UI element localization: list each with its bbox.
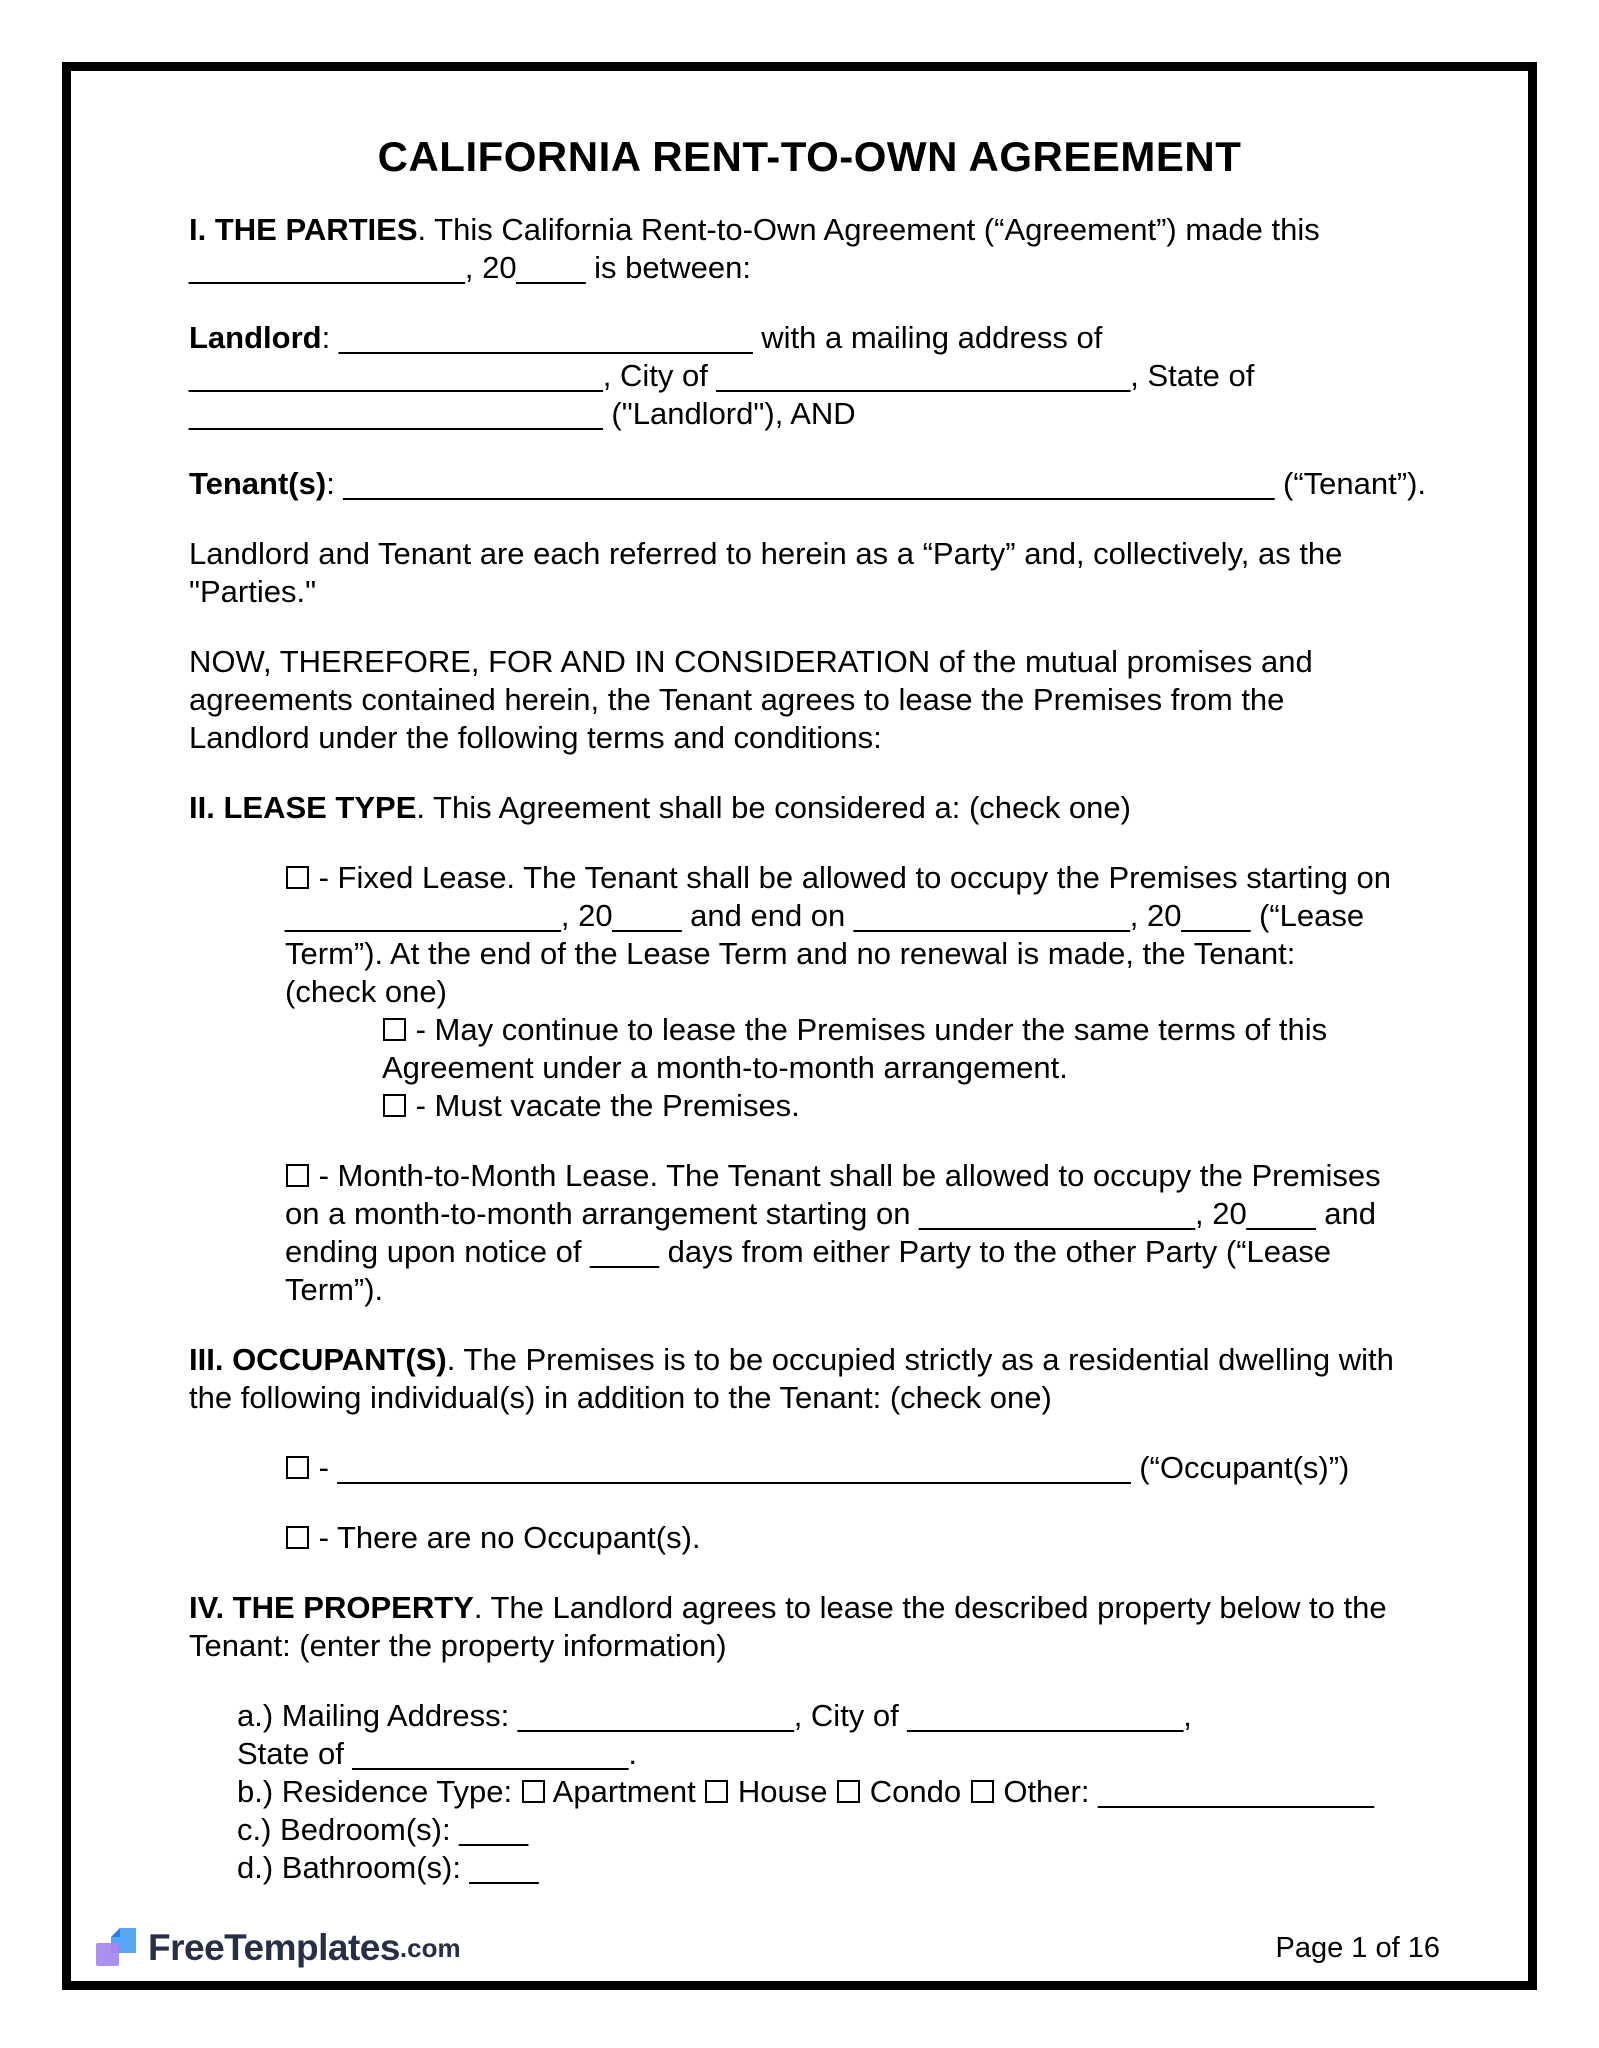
text-run: - There are no Occupant(s). <box>310 1520 701 1555</box>
month-to-month-option-line <box>285 1157 1458 1195</box>
checkbox-must-vacate[interactable] <box>383 1094 406 1117</box>
property-details <box>189 1697 1458 1887</box>
text-run: Landlord under the following terms and conditions: <box>189 720 882 755</box>
text-run: . This California Rent-to-Own Agreement (“Agreement”) made this <box>417 212 1320 247</box>
property-details-line <box>237 1735 1458 1773</box>
text-run: Term”). At the end of the Lease Term and no renewal is made, the Tenant: <box>285 936 1296 971</box>
landlord-clause-line <box>189 395 1458 433</box>
text-run: "Parties." <box>189 574 317 609</box>
property-details-line <box>237 1849 1458 1887</box>
checkbox-apartment[interactable] <box>522 1780 545 1803</box>
text-run: - Fixed Lease. The Tenant shall be allowed to occupy the Premises starting on <box>310 860 1392 895</box>
parties-reference-line <box>189 573 1458 611</box>
section-2-heading: II. LEASE TYPE <box>189 790 417 825</box>
checkbox-condo[interactable] <box>837 1780 860 1803</box>
document-body <box>189 211 1458 1887</box>
parties-reference <box>189 535 1458 611</box>
text-run: NOW, THEREFORE, FOR AND IN CONSIDERATION of the mutual promises and <box>189 644 1313 679</box>
text-run: ending upon notice of ____ days from either Party to the other Party (“Lease <box>285 1234 1332 1269</box>
no-occupants-option <box>189 1519 1458 1557</box>
text-run: ________________, 20____ and end on ________________, 20____ (“Lease <box>285 898 1365 933</box>
section-3-occupants-line <box>189 1341 1458 1379</box>
month-to-month-option-line <box>285 1271 1458 1309</box>
month-to-month-option-line <box>285 1195 1458 1233</box>
text-run: Apartment <box>545 1774 705 1809</box>
text-run: ________________________ ("Landlord"), AND <box>189 396 856 431</box>
document-page <box>62 62 1537 1990</box>
section-4-property-line <box>189 1627 1458 1665</box>
consideration-clause-line <box>189 643 1458 681</box>
text-run: agreements contained herein, the Tenant agrees to lease the Premises from the <box>189 682 1285 717</box>
text-run: - Month-to-Month Lease. The Tenant shall be allowed to occupy the Premises <box>310 1158 1381 1193</box>
parties-reference-line <box>189 535 1458 573</box>
freetemplates-logo <box>93 1927 461 1969</box>
text-run: - Must vacate the Premises. <box>407 1088 800 1123</box>
checkbox-other[interactable] <box>971 1780 994 1803</box>
section-1-parties-line <box>189 249 1458 287</box>
text-run: . The Landlord agrees to lease the described property below to the <box>473 1590 1387 1625</box>
checkbox-month-to-month[interactable] <box>286 1164 309 1187</box>
landlord-clause-line <box>189 357 1458 395</box>
tenant-clause-line <box>189 465 1458 503</box>
checkbox-house[interactable] <box>705 1780 728 1803</box>
fixed-lease-sub-options-line <box>382 1049 1458 1087</box>
text-run: - May continue to lease the Premises under the same terms of this <box>407 1012 1328 1047</box>
fixed-lease-sub-options-line <box>382 1087 1458 1125</box>
text-run: c.) Bedroom(s): ____ <box>237 1812 529 1847</box>
text-run: Condo <box>861 1774 970 1809</box>
page-footer <box>93 1919 1440 1977</box>
checkbox-no-occupants[interactable] <box>286 1526 309 1549</box>
text-run: a.) Mailing Address: ________________, City of ________________, <box>237 1698 1192 1733</box>
month-to-month-option-line <box>285 1233 1458 1271</box>
text-run: . This Agreement shall be considered a: (check one) <box>416 790 1131 825</box>
landlord-label: Landlord <box>189 320 322 355</box>
checkbox-may-continue[interactable] <box>383 1018 406 1041</box>
text-run: Agreement under a month-to-month arrangement. <box>382 1050 1068 1085</box>
text-run: State of ________________. <box>237 1736 637 1771</box>
property-details-line <box>237 1773 1458 1811</box>
consideration-clause-line <box>189 719 1458 757</box>
fixed-lease-option-line <box>285 897 1458 935</box>
section-4-property <box>189 1589 1458 1665</box>
section-4-property-line <box>189 1589 1458 1627</box>
occupants-named-option <box>189 1449 1458 1487</box>
text-run: on a month-to-month arrangement starting on ________________, 20____ and <box>285 1196 1376 1231</box>
landlord-clause-line <box>189 319 1458 357</box>
text-run: b.) Residence Type: <box>237 1774 521 1809</box>
section-3-occupants-line <box>189 1379 1458 1417</box>
checkbox-fixed-lease[interactable] <box>286 866 309 889</box>
fixed-lease-option <box>189 859 1458 1011</box>
fixed-lease-sub-options-line <box>382 1011 1458 1049</box>
no-occupants-option-line <box>285 1519 1458 1557</box>
section-2-lease-type <box>189 789 1458 827</box>
consideration-clause-line <box>189 681 1458 719</box>
text-run: : ______________________________________________________ (“Tenant”). <box>326 466 1427 501</box>
section-3-heading: III. OCCUPANT(S) <box>189 1342 447 1377</box>
fixed-lease-option-line <box>285 973 1458 1011</box>
text-run: House <box>729 1774 837 1809</box>
text-run: ________________________, City of ________________________, State of <box>189 358 1255 393</box>
consideration-clause <box>189 643 1458 757</box>
text-run: Other: ________________ <box>994 1774 1374 1809</box>
document-title: CALIFORNIA RENT-TO-OWN AGREEMENT <box>377 133 1242 180</box>
fixed-lease-sub-options <box>189 1011 1458 1125</box>
document-content <box>71 71 1528 1887</box>
fixed-lease-option-line <box>285 859 1458 897</box>
text-run: the following individual(s) in addition to the Tenant: (check one) <box>189 1380 1052 1415</box>
landlord-clause <box>189 319 1458 433</box>
section-1-parties-line <box>189 211 1458 249</box>
section-1-parties <box>189 211 1458 287</box>
text-run: (check one) <box>285 974 447 1009</box>
occupants-named-option-line <box>285 1449 1458 1487</box>
fixed-lease-option-line <box>285 935 1458 973</box>
section-1-heading: I. THE PARTIES <box>189 212 418 247</box>
page-indicator: Page 1 of 16 <box>1275 1931 1440 1964</box>
text-run: Tenant: (enter the property information) <box>189 1628 727 1663</box>
text-run: . The Premises is to be occupied strictly as a residential dwelling with <box>446 1342 1394 1377</box>
tenant-label: Tenant(s) <box>189 466 327 501</box>
brand-name: FreeTemplates <box>148 1927 400 1968</box>
freetemplates-logo-icon <box>93 1927 139 1969</box>
text-run: Landlord and Tenant are each referred to herein as a “Party” and, collectively, as the <box>189 536 1343 571</box>
month-to-month-option <box>189 1157 1458 1309</box>
section-2-lease-type-line <box>189 789 1458 827</box>
text-run: Term”). <box>285 1272 384 1307</box>
text-run: d.) Bathroom(s): ____ <box>237 1850 539 1885</box>
property-details-line <box>237 1697 1458 1735</box>
section-4-heading: IV. THE PROPERTY <box>189 1590 474 1625</box>
text-run: - ______________________________________________ (“Occupant(s)”) <box>310 1450 1350 1485</box>
brand-suffix: .com <box>399 1932 461 1963</box>
property-details-line <box>237 1811 1458 1849</box>
tenant-clause <box>189 465 1458 503</box>
text-run: ________________, 20____ is between: <box>189 250 751 285</box>
section-3-occupants <box>189 1341 1458 1417</box>
checkbox-occupants-named[interactable] <box>286 1456 309 1479</box>
text-run: : ________________________ with a mailing address of <box>321 320 1103 355</box>
